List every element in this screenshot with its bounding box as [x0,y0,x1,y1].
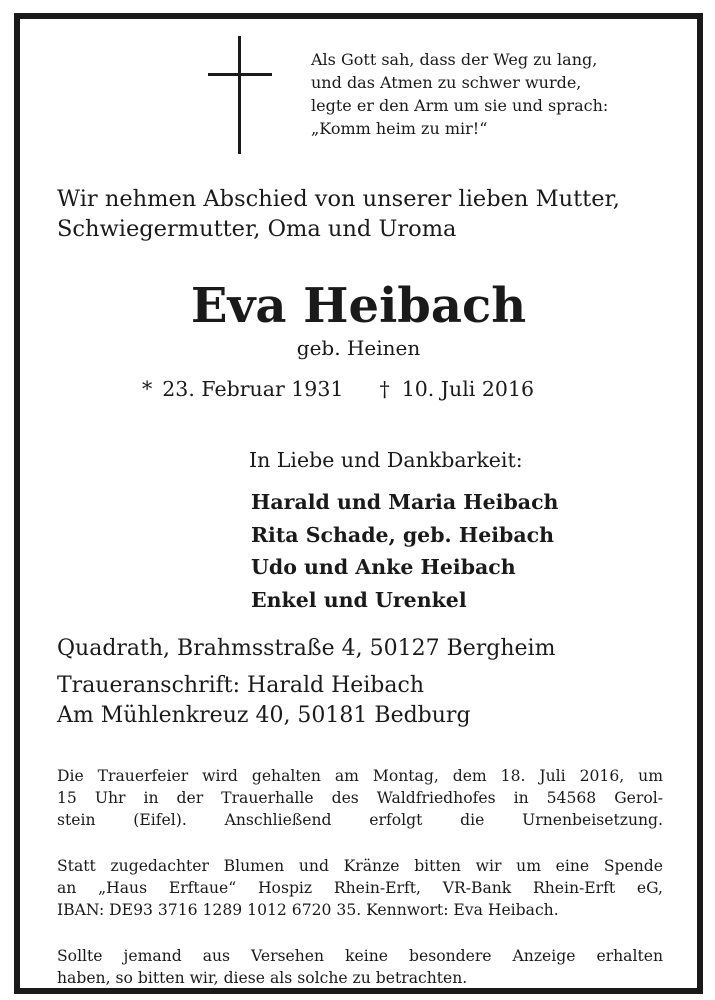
paragraph-line: IBAN: DE93 3716 1289 1012 6720 35. Kennwort: Eva Heibach. [57,901,559,919]
mourner-entry: Rita Schade, geb. Heibach [251,522,555,547]
mourning-address-line: Am Mühlenkreuz 40, 50181 Bedburg [57,703,471,728]
thanks-heading: In Liebe und Dankbarkeit: [249,448,523,472]
mourner-entry: Udo und Anke Heibach [251,555,516,579]
poem-line: Als Gott sah, dass der Weg zu lang, [311,50,598,69]
cross-vertical-bar [238,36,241,154]
paragraph-line: haben, so bitten wir, diese als solche zu betrachten. [57,969,468,987]
home-address: Quadrath, Brahmsstraße 4, 50127 Bergheim [57,636,556,661]
poem [311,48,691,140]
obituary-notice [14,13,703,994]
poem-line: und das Atmen zu schwer wurde, [311,73,582,92]
death-dagger-icon: † [379,377,390,401]
mourner-entry: Harald und Maria Heibach [251,490,559,514]
intro-line: Wir nehmen Abschied von unserer lieben Mutter, [57,186,620,212]
cross-horizontal-bar [208,73,272,76]
birth-date: 23. Februar 1931 [162,377,344,401]
notice-paragraph [57,945,663,989]
poem-line: „Komm heim zu mir!“ [311,119,488,138]
paragraph-line: Sollte jemand aus Versehen keine besondere Anzeige erhalten [57,947,663,965]
life-dates [142,375,662,403]
mourners-list [251,486,558,616]
paragraph-line: stein (Eifel). Anschließend erfolgt die Urnenbeisetzung. [57,811,663,829]
paragraph-line: Statt zugedachter Blumen und Kränze bitten wir um eine Spende [57,857,663,875]
paragraph-line: an „Haus Erftaue“ Hospiz Rhein-Erft, VR-Bank Rhein-Erft eG, [57,879,663,897]
maiden-name: geb. Heinen [296,336,421,360]
birth-star-icon: * [142,377,153,401]
death-date: 10. Juli 2016 [401,377,535,401]
donation-paragraph [57,855,663,921]
paragraph-line: 15 Uhr in der Trauerhalle des Waldfriedhofes in 54568 Gerol- [57,789,663,807]
intro-line: Schwiegermutter, Oma und Uroma [57,216,457,242]
paragraph-line: Die Trauerfeier wird gehalten am Montag, dem 18. Juli 2016, um [57,767,663,785]
cross-icon [208,36,272,154]
deceased-name: Eva Heibach [190,278,527,334]
addresses [57,634,697,731]
mourner-entry: Enkel und Urenkel [251,587,467,612]
farewell-intro [57,184,697,244]
mourning-address-line: Traueranschrift: Harald Heibach [57,673,424,698]
funeral-paragraph [57,765,663,831]
poem-line: legte er den Arm um sie und sprach: [311,96,609,115]
